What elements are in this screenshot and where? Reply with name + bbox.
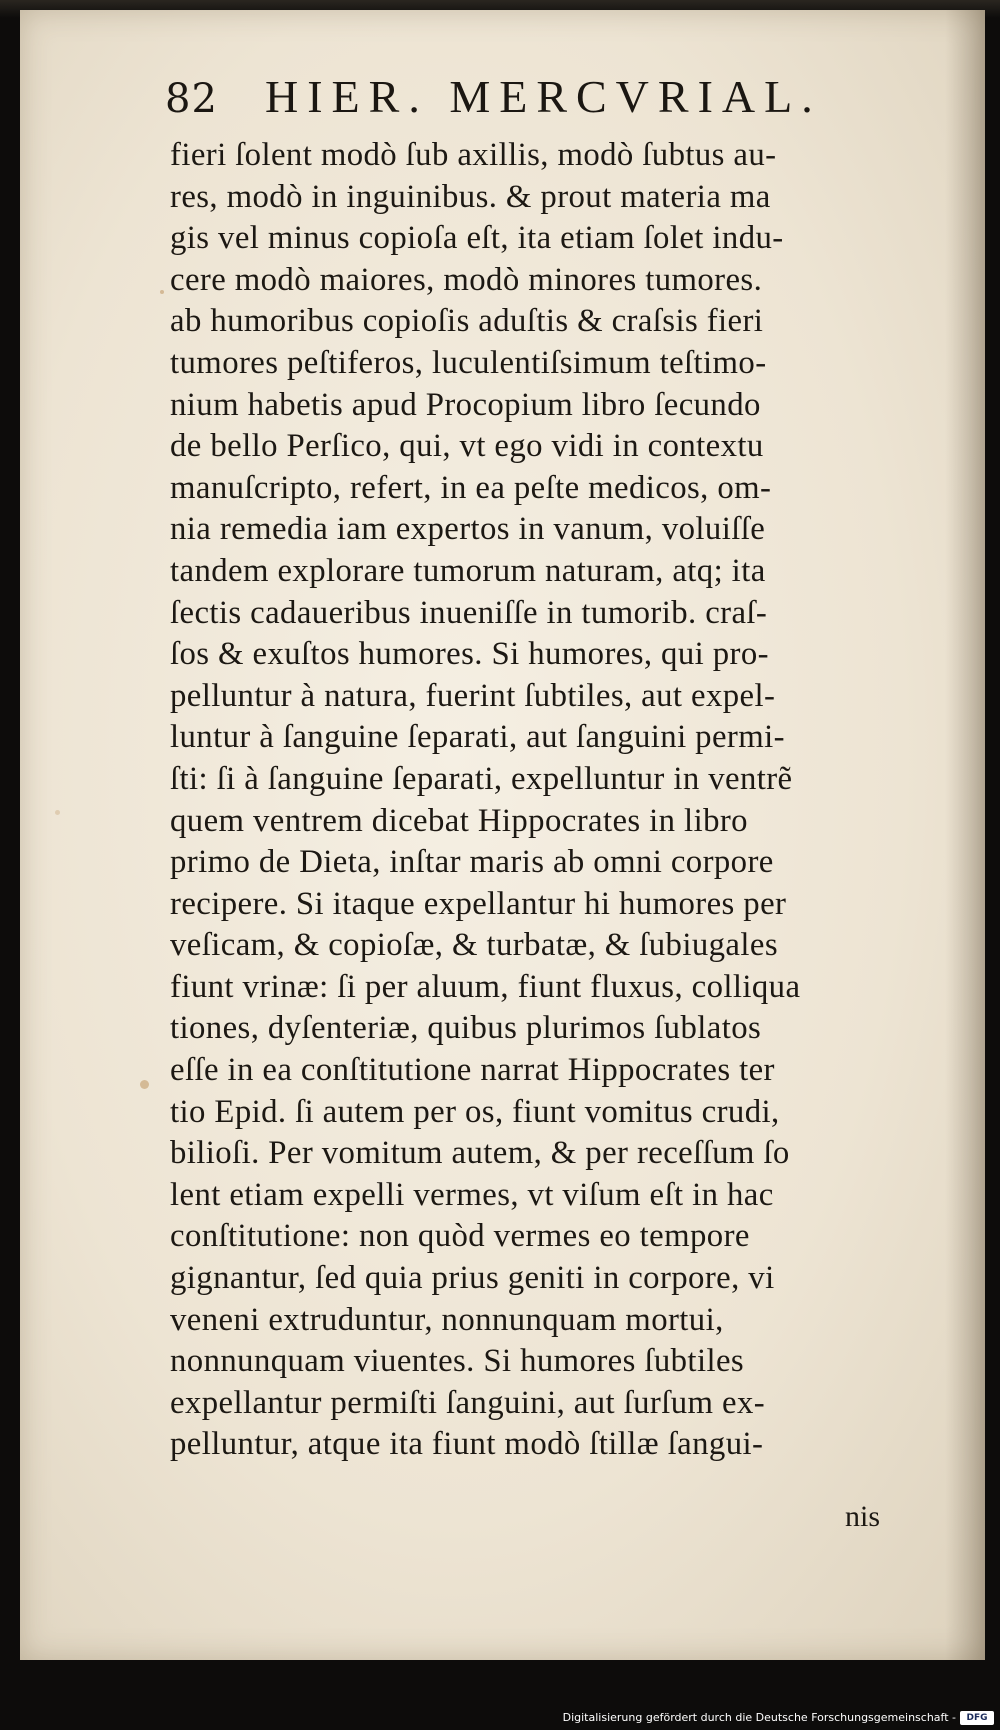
paper-stain [140,1080,149,1089]
page-number: 82 [165,76,218,122]
page-gutter-shadow [945,10,985,1660]
text-line: fieri ſolent modò ſub axillis, modò ſubtus au- [170,137,777,173]
text-block [170,135,930,1466]
text-line: gis vel minus copioſa eſt, ita etiam ſolet indu- [170,220,784,257]
text-line: nia remedia iam expertos in vanum, voluiſſe [170,511,766,548]
text-line: bilioſi. Per vomitum autem, & per receſſum ſo [170,1135,790,1172]
text-line: tiones, dyſenteriæ, quibus plurimos ſublatos [170,1010,762,1047]
footer-band [0,1660,1000,1730]
text-line: lent etiam expelli vermes, vt viſum eſt in hac [170,1176,774,1213]
text-line: expellantur permiſti ſanguini, aut ſurſum ex- [170,1384,766,1421]
running-head [165,70,865,140]
dfg-logo: DFG [960,1711,994,1725]
text-line: recipere. Si itaque expellantur hi humores per [170,885,787,922]
digitization-credit: Digitalisierung gefördert durch die Deutsche Forschungsgemeinschaft - [562,1711,956,1724]
text-line: cere modò maiores, modò minores tumores. [170,261,763,298]
text-line: ab humoribus copioſis aduſtis & craſsis fieri [170,303,764,340]
text-line: nonnunquam viuentes. Si humores ſubtiles [170,1343,745,1380]
paper-stain [55,810,60,815]
text-line: pelluntur, atque ita fiunt modò ſtillæ ſangui- [170,1426,764,1463]
paper-stain [160,290,164,294]
text-line: pelluntur à natura, fuerint ſubtiles, aut expel- [170,677,776,714]
text-line: res, modò in inguinibus. & prout materia ma [170,178,771,215]
text-line: ſectis cadaueribus inueniſſe in tumorib. craſ- [170,594,768,631]
text-line: nium habetis apud Procopium libro ſecundo [170,386,761,423]
text-line: luntur à ſanguine ſeparati, aut ſanguini permi- [170,719,785,756]
running-title: HIER. MERCVRIAL. [265,71,822,122]
text-line: tandem explorare tumorum naturam, atq; ita [170,552,766,589]
text-line: ſos & exuſtos humores. Si humores, qui pro- [170,636,769,673]
text-line: gignantur, ſed quia prius geniti in corpore, vi [170,1260,775,1297]
text-line: veneni extruduntur, nonnunquam mortui, [170,1301,724,1338]
text-line: quem ventrem dicebat Hippocrates in libro [170,802,748,839]
text-line: de bello Perſico, qui, vt ego vidi in contextu [170,428,764,465]
text-line: ſti: ſi à ſanguine ſeparati, expelluntur in ventrẽ [170,760,793,797]
text-line: primo de Dieta, inſtar maris ab omni corpore [170,844,774,881]
text-line: veſicam, & copioſæ, & turbatæ, & ſubiugales [170,927,778,964]
text-line: conſtitutione: non quòd vermes eo tempore [170,1218,750,1255]
text-line: tumores peſtiferos, luculentiſsimum teſtimo- [170,344,767,381]
text-line: fiunt vrinæ: ſi per aluum, fiunt fluxus, colliqua [170,968,801,1005]
text-line: manuſcripto, refert, in ea peſte medicos, om- [170,469,772,506]
text-line: eſſe in ea conſtitutione narrat Hippocrates ter [170,1052,775,1089]
catchword: nis [845,1500,881,1533]
text-line: tio Epid. ſi autem per os, fiunt vomitus crudi, [170,1093,780,1130]
